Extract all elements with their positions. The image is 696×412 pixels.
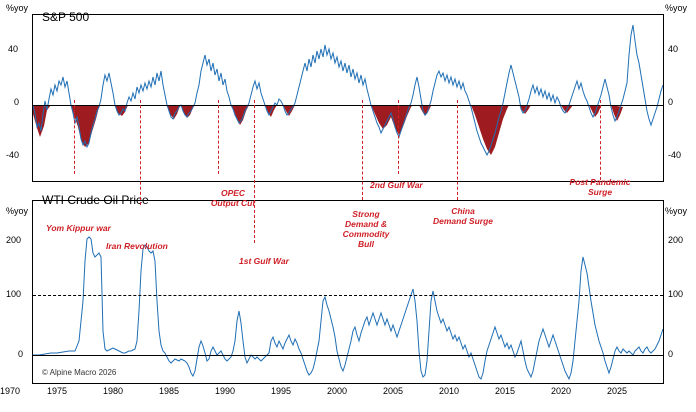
annotation-opec-cut-line-0: OPEC — [220, 188, 246, 198]
annotation-yom-kippur — [46, 223, 111, 233]
annotation-iran-revolution — [106, 241, 168, 251]
annotation-2nd-gulf-war-line-0: 2nd Gulf War — [370, 180, 423, 190]
annotation-opec-cut-line-1: Output Cut — [210, 198, 256, 208]
annotation-strong-demand-line-2: Commodity — [342, 229, 390, 239]
annotation-1st-gulf-war — [239, 256, 289, 266]
wti-ytick-right-0: 200 — [668, 235, 684, 245]
event-line-yom-kippur — [74, 100, 75, 174]
wti-zero-line — [33, 355, 663, 356]
xtick-1980: 1980 — [103, 386, 124, 396]
event-line-iran-revolution — [140, 100, 141, 205]
wti-ytick-right-1: 100 — [668, 289, 684, 299]
annotation-strong-demand-line-0: Strong — [352, 209, 380, 219]
event-line-2nd-gulf-war — [398, 100, 399, 174]
sp500-ytick-right-1: 0 — [668, 97, 674, 107]
annotation-post-pandemic — [560, 177, 640, 197]
xtick-1985: 1985 — [159, 386, 180, 396]
annotation-china-demand — [427, 206, 499, 226]
sp500-series-svg — [33, 15, 663, 181]
annotation-iran-revolution-line-0: Iran Revolution — [106, 241, 168, 251]
xtick-2015: 2015 — [495, 386, 516, 396]
wti-ytick-left-1: 100 — [6, 289, 22, 299]
event-line-1st-gulf-war — [254, 100, 255, 243]
annotation-post-pandemic-line-0: Post Pandemic — [569, 177, 631, 187]
event-line-strong-demand — [362, 100, 363, 200]
annotation-strong-demand-line-3: Bull — [357, 239, 375, 249]
xtick-1975: 1975 — [47, 386, 68, 396]
chart-credit: © Alpine Macro 2026 — [42, 368, 117, 377]
xtick-1970: 1970 — [0, 386, 21, 396]
xtick-2020: 2020 — [551, 386, 572, 396]
annotation-post-pandemic-line-1: Surge — [587, 187, 613, 197]
sp500-ytick-right-0: 40 — [668, 44, 679, 54]
top-left-unit: %yoy — [6, 3, 29, 13]
event-line-china-demand — [457, 100, 458, 200]
xtick-2005: 2005 — [383, 386, 404, 396]
sp500-ytick-right-2: -40 — [668, 150, 682, 160]
panel-sp500 — [0, 0, 696, 186]
annotation-1st-gulf-war-line-0: 1st Gulf War — [239, 256, 289, 266]
top-right-unit: %yoy — [665, 3, 688, 13]
panel-title-sp500: S&P 500 — [42, 10, 90, 24]
annotation-opec-cut — [205, 188, 261, 208]
annotation-strong-demand — [335, 209, 397, 249]
wti-ytick-left-2: 0 — [18, 349, 24, 359]
annotation-strong-demand-line-1: Demand & — [344, 219, 388, 229]
xtick-2000: 2000 — [327, 386, 348, 396]
bottom-left-unit: %yoy — [6, 206, 29, 216]
annotation-yom-kippur-line-0: Yom Kippur war — [46, 223, 111, 233]
sp500-ytick-left-0: 40 — [8, 44, 19, 54]
bottom-right-unit: %yoy — [665, 206, 688, 216]
event-line-post-pandemic — [600, 100, 601, 180]
sp500-ytick-left-2: -40 — [6, 150, 20, 160]
panel-title-wti: WTI Crude Oil Price — [42, 193, 149, 207]
wti-100-reference-line — [33, 295, 663, 296]
sp500-zero-line — [33, 105, 663, 106]
annotation-2nd-gulf-war — [370, 180, 423, 190]
event-line-opec-cut — [218, 100, 219, 174]
xtick-1995: 1995 — [271, 386, 292, 396]
wti-ytick-left-0: 200 — [6, 235, 22, 245]
sp500-ytick-left-1: 0 — [14, 97, 20, 107]
xtick-2025: 2025 — [607, 386, 628, 396]
annotation-china-demand-line-1: Demand Surge — [433, 216, 493, 226]
xtick-1990: 1990 — [215, 386, 236, 396]
wti-ytick-right-2: 0 — [668, 349, 674, 359]
annotation-china-demand-line-0: China — [451, 206, 475, 216]
xtick-2010: 2010 — [439, 386, 460, 396]
plot-area-sp500 — [32, 14, 664, 182]
